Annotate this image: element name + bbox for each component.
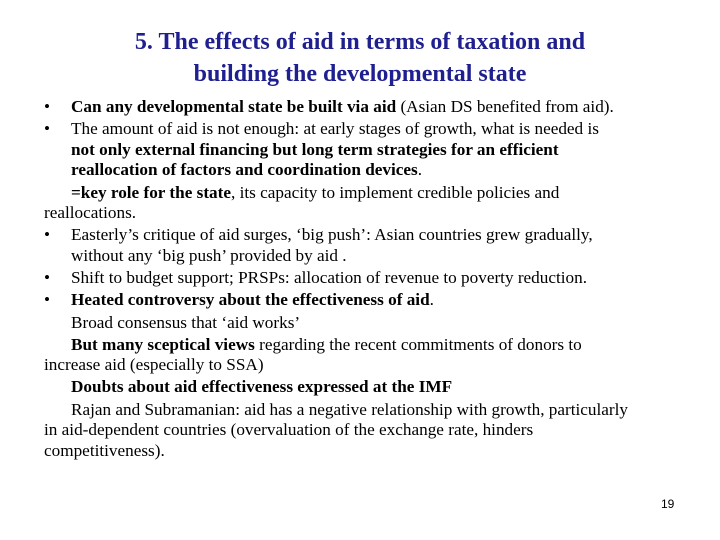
normal-text: reallocations.	[44, 203, 137, 223]
normal-text: .	[429, 290, 434, 310]
bullet-marker: •	[44, 290, 51, 310]
bullet-marker: •	[44, 119, 51, 139]
bullet-marker: •	[44, 97, 51, 116]
normal-text: (Asian DS benefited from aid).	[396, 97, 614, 116]
slide-title-line-1: 5. The effects of aid in terms of taxation and	[134, 29, 586, 55]
bold-text: Heated controversy about the effectiveness of aid	[71, 290, 430, 310]
slide-title	[60, 26, 660, 90]
normal-text: in aid-dependent countries (overvaluation of the exchange rate, hinders	[44, 420, 534, 440]
bullet-item	[44, 225, 704, 266]
bold-text: Can any developmental state be built via aid	[71, 97, 397, 116]
slide-body	[44, 97, 704, 463]
bullet-marker: •	[44, 268, 51, 288]
text-paragraph	[44, 183, 704, 224]
bullet-item	[44, 97, 704, 118]
bullet-marker: •	[44, 225, 51, 245]
normal-text: Broad consensus that ‘aid works’	[71, 312, 301, 332]
slide-title-line-2: building the developmental state	[193, 61, 527, 87]
text-paragraph	[44, 335, 704, 376]
text-paragraph	[44, 400, 704, 462]
text-paragraph	[44, 313, 704, 334]
normal-text: Shift to budget support; PRSPs: allocation of revenue to poverty reduction.	[71, 268, 588, 288]
bold-text: =key role for the state	[71, 182, 231, 202]
bold-text: But many sceptical views	[71, 334, 255, 354]
normal-text: Rajan and Subramanian: aid has a negative relationship with growth, particularly	[71, 399, 628, 419]
normal-text: .	[417, 160, 423, 180]
bullet-item	[44, 119, 704, 181]
normal-text: without any ‘big push’ provided by aid .	[71, 245, 347, 265]
page-number: 19	[661, 497, 675, 511]
bold-text: Doubts about aid effectiveness expressed at the IMF	[71, 377, 453, 397]
bold-text: reallocation of factors and coordination devices	[71, 160, 418, 180]
bullet-item	[44, 268, 704, 289]
normal-text: competitiveness).	[44, 440, 165, 460]
text-paragraph	[44, 377, 704, 398]
normal-text: increase aid (especially to SSA)	[44, 355, 264, 375]
normal-text: regarding the recent commitments of donors to	[254, 334, 582, 354]
normal-text: The amount of aid is not enough: at early stages of growth, what is needed is	[71, 119, 599, 139]
normal-text: Easterly’s critique of aid surges, ‘big push’: Asian countries grew gradually,	[71, 225, 593, 245]
bullet-item	[44, 290, 704, 311]
normal-text: , its capacity to implement credible policies and	[230, 182, 560, 202]
bold-text: not only external financing but long term strategies for an efficient	[71, 139, 559, 159]
